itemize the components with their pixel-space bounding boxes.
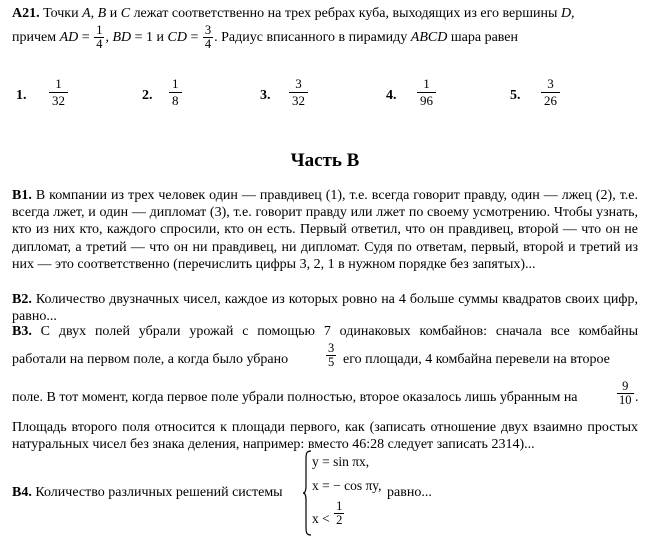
answer-option-5 bbox=[510, 76, 590, 116]
a21-text: Точки bbox=[43, 6, 83, 21]
fraction-cd bbox=[203, 24, 213, 51]
answer-fraction bbox=[169, 76, 182, 108]
a21-line-1 bbox=[12, 6, 575, 22]
answer-number: 4. bbox=[386, 88, 397, 103]
a21-text: = 1 и bbox=[131, 29, 168, 45]
answer-fraction bbox=[49, 76, 68, 108]
fraction-num: 9 bbox=[617, 380, 634, 394]
b4-tail: равно... bbox=[387, 485, 432, 500]
a21-var: CD bbox=[167, 29, 187, 45]
a21-var: D, bbox=[560, 6, 575, 21]
fraction-den: 26 bbox=[544, 92, 557, 108]
fraction-num: 3 bbox=[328, 341, 335, 355]
fraction-den: 96 bbox=[420, 92, 433, 108]
answer-option-3 bbox=[260, 76, 340, 116]
fraction-num: 1 bbox=[49, 76, 68, 93]
equation-2: x = − cos πy, bbox=[312, 478, 382, 493]
a21-text: причем bbox=[12, 29, 60, 45]
fraction-num: 1 bbox=[169, 76, 182, 93]
b4-label: В4. bbox=[12, 485, 32, 500]
a21-text: шара равен bbox=[447, 29, 519, 45]
b3-text: С двух полей убрали урожай с помощью 7 одинаковых комбайнов: сначала все комбайны bbox=[31, 324, 638, 339]
part-title: Часть В bbox=[290, 150, 360, 171]
answer-number: 5. bbox=[510, 88, 521, 103]
b3-text: . bbox=[635, 390, 639, 405]
fraction-den: 10 bbox=[619, 393, 632, 408]
answer-number: 3. bbox=[260, 88, 271, 103]
answer-number: 1. bbox=[16, 88, 27, 103]
answer-option-2 bbox=[142, 76, 222, 116]
fraction-den: 2 bbox=[336, 513, 343, 528]
b4-text: Количество различных решений системы bbox=[31, 485, 283, 500]
fraction-den: 4 bbox=[96, 37, 103, 52]
a21-line-2 bbox=[12, 24, 518, 51]
equation-3-lhs: x < bbox=[312, 510, 330, 526]
fraction-den: 8 bbox=[172, 92, 179, 108]
a21-label: A21. bbox=[12, 6, 40, 21]
fraction-num: 1 bbox=[417, 76, 436, 93]
answer-option-1 bbox=[16, 76, 96, 116]
b3-text: работали на первом поле, а когда было убрано bbox=[12, 352, 289, 367]
fraction-den: 4 bbox=[204, 37, 212, 52]
a21-text: и bbox=[106, 6, 121, 21]
fraction-num: 3 bbox=[289, 76, 308, 93]
a21-text: . Радиус вписанного в пирамиду bbox=[214, 29, 411, 45]
fraction-den: 32 bbox=[292, 92, 305, 108]
a21-var: BD bbox=[112, 29, 132, 45]
fraction-num: 1 bbox=[336, 499, 343, 513]
b2-text: Количество двузначных чисел, каждое из которых ровно на 4 больше суммы квадратов своих цифр, равно... bbox=[12, 292, 638, 325]
fraction-three-fifths bbox=[326, 342, 336, 369]
b3-line-1 bbox=[12, 324, 638, 340]
b3-text: поле. В тот момент, когда первое поле убрали полностью, второе оказалось лишь убранным на bbox=[12, 390, 578, 405]
a21-text: лежат соответственно на трех ребрах куба, выходящих из его вершины bbox=[130, 6, 561, 21]
answer-fraction bbox=[289, 76, 308, 108]
fraction-den: 5 bbox=[328, 355, 335, 370]
b2-problem bbox=[12, 291, 638, 325]
fraction-num: 1 bbox=[96, 23, 103, 37]
b3-line-3 bbox=[12, 380, 638, 416]
answer-fraction bbox=[541, 76, 560, 108]
a21-var: AD bbox=[59, 29, 79, 45]
a21-var: C bbox=[120, 6, 131, 21]
fraction-num: 3 bbox=[204, 23, 212, 37]
b3-text: Площадь второго поля относится к площади первого, как (записать отношение двух взаимно простых натуральных чисел без знака деления, например: вместо 46:28 следует записать 2314)... bbox=[12, 420, 638, 453]
a21-var: A, B bbox=[82, 6, 107, 21]
a21-text: = bbox=[186, 29, 202, 45]
b1-problem bbox=[12, 187, 638, 273]
answer-number: 2. bbox=[142, 88, 153, 103]
b1-text: В компании из трех человек один — правдивец (1), т.е. всегда говорит правду, один — лжец (2), т.е. всегда лжет, и один — дипломат (3), т.е. говорит правду или лжет по своему усмотрению. Чтобы узнать, кто из них кто, каждого спросили, кто он есть. Первый ответил, что он правдивец, второй — что он не дипломат, а третий — что он ни правдивец, ни дипломат. Судя по ответам, первый, второй и третий из них — это соответственно (перечислить цифры 3, 2, 1 в нужном порядке без запятых)... bbox=[12, 188, 638, 272]
b3-text: его площади, 4 комбайна перевели на второе bbox=[343, 352, 610, 367]
fraction-den: 32 bbox=[52, 92, 65, 108]
b1-label: В1. bbox=[12, 188, 32, 203]
answer-option-4 bbox=[386, 76, 466, 116]
fraction-ad bbox=[94, 24, 104, 51]
b3-line-2 bbox=[12, 342, 638, 378]
brace-icon bbox=[302, 450, 312, 536]
fraction-num: 3 bbox=[541, 76, 560, 93]
equation-1: y = sin πx, bbox=[312, 454, 370, 469]
equation-3 bbox=[312, 500, 345, 527]
b3-line-4 bbox=[12, 419, 638, 453]
answer-fraction bbox=[417, 76, 436, 108]
b4-problem bbox=[12, 485, 283, 501]
b2-label: В2. bbox=[12, 292, 32, 307]
fraction-nine-tenths bbox=[617, 380, 634, 407]
a21-var: ABCD bbox=[410, 29, 448, 45]
b3-label: В3. bbox=[12, 324, 32, 339]
a21-text: , bbox=[105, 29, 113, 45]
fraction-one-half bbox=[334, 500, 344, 527]
a21-text: = bbox=[78, 29, 94, 45]
